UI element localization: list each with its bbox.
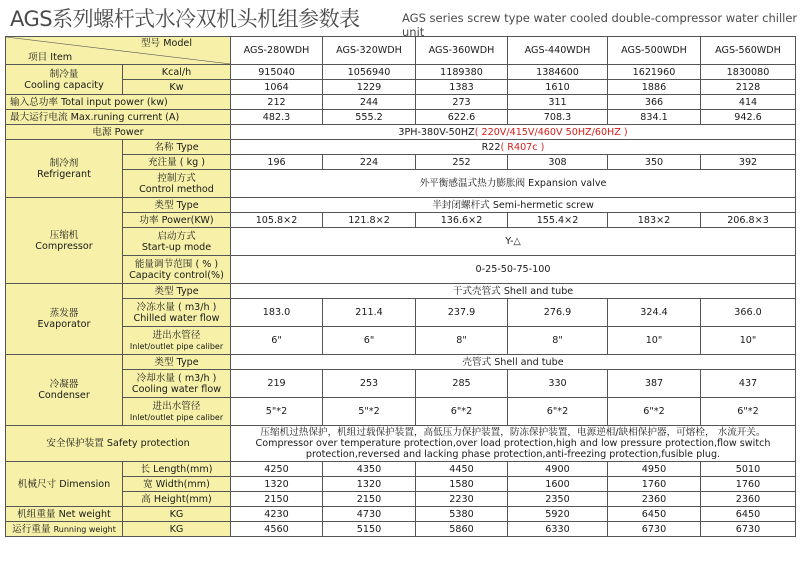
table-cell: 4450 bbox=[416, 462, 508, 477]
refrigerant-label: 制冷剂 Refrigerant bbox=[6, 140, 123, 198]
table-row bbox=[6, 65, 796, 80]
cooling-flow-label: 冷却水量 ( m3/h ) Cooling water flow bbox=[123, 370, 231, 398]
evaporator-pipe-label: 进出水管径 Inlet/outlet pipe caliber bbox=[123, 327, 231, 355]
table-cell: 4560 bbox=[231, 522, 323, 537]
table-cell: 622.6 bbox=[416, 110, 508, 125]
capacity-control-label: 能量调节范围 ( % ) Capacity control(%) bbox=[123, 256, 231, 284]
table-cell: 5920 bbox=[508, 507, 608, 522]
table-row bbox=[6, 398, 796, 426]
table-cell: 8" bbox=[508, 327, 608, 355]
table-row bbox=[6, 110, 796, 125]
table-cell: 1886 bbox=[608, 80, 701, 95]
table-cell: 276.9 bbox=[508, 299, 608, 327]
table-row bbox=[6, 125, 796, 140]
control-method-label: 控制方式 Control method bbox=[123, 170, 231, 198]
table-cell: 4230 bbox=[231, 507, 323, 522]
table-cell: 285 bbox=[416, 370, 508, 398]
table-cell: 6450 bbox=[608, 507, 701, 522]
evaporator-label: 蒸发器 Evaporator bbox=[6, 284, 123, 355]
table-cell: 237.9 bbox=[416, 299, 508, 327]
table-cell: 155.4×2 bbox=[508, 213, 608, 228]
power-value: 3PH-380V-50HZ( 220V/415V/460V 50HZ/60HZ ) bbox=[231, 125, 796, 140]
length-label: 长 Length(mm) bbox=[123, 462, 231, 477]
cooling-label: 制冷量 Cooling capacity bbox=[6, 65, 123, 95]
table-row bbox=[6, 80, 796, 95]
table-cell: 324.4 bbox=[608, 299, 701, 327]
table-row bbox=[6, 140, 796, 155]
table-cell: 414 bbox=[701, 95, 796, 110]
table-row bbox=[6, 198, 796, 213]
table-cell: 6" bbox=[231, 327, 323, 355]
table-cell: 482.3 bbox=[231, 110, 323, 125]
table-row bbox=[6, 170, 796, 198]
condenser-type-label: 类型 Type bbox=[123, 355, 231, 370]
table-cell: 311 bbox=[508, 95, 608, 110]
evaporator-type-value: 干式壳管式 Shell and tube bbox=[231, 284, 796, 299]
table-cell: 942.6 bbox=[701, 110, 796, 125]
table-cell: 5"*2 bbox=[231, 398, 323, 426]
table-row bbox=[6, 507, 796, 522]
table-cell: 1229 bbox=[323, 80, 416, 95]
page-subtitle: AGS series screw type water cooled double-compressor water chiller unit bbox=[402, 11, 798, 39]
compressor-type-label: 类型 Type bbox=[123, 198, 231, 213]
table-cell: 1600 bbox=[508, 477, 608, 492]
condenser-type-value: 壳管式 Shell and tube bbox=[231, 355, 796, 370]
table-cell: 10" bbox=[608, 327, 701, 355]
table-cell: 392 bbox=[701, 155, 796, 170]
table-cell: 1580 bbox=[416, 477, 508, 492]
model-cell: AGS-440WDH bbox=[508, 37, 608, 65]
table-row bbox=[6, 492, 796, 507]
header-row bbox=[6, 37, 796, 65]
table-row bbox=[6, 228, 796, 256]
table-cell: 1621960 bbox=[608, 65, 701, 80]
table-row bbox=[6, 327, 796, 355]
table-cell: 366.0 bbox=[701, 299, 796, 327]
condenser-label: 冷凝器 Condenser bbox=[6, 355, 123, 426]
table-cell: 10" bbox=[701, 327, 796, 355]
charge-label: 充注量 ( kg ) bbox=[123, 155, 231, 170]
table-cell: 252 bbox=[416, 155, 508, 170]
height-label: 高 Height(mm) bbox=[123, 492, 231, 507]
table-cell: 1830080 bbox=[701, 65, 796, 80]
compressor-type-value: 半封闭螺杆式 Semi-hermetic screw bbox=[231, 198, 796, 213]
condenser-pipe-label: 进出水管径 Inlet/outlet pipe caliber bbox=[123, 398, 231, 426]
table-cell: 6330 bbox=[508, 522, 608, 537]
model-cell: AGS-320WDH bbox=[323, 37, 416, 65]
table-cell: 2150 bbox=[231, 492, 323, 507]
dimension-label: 机械尺寸 Dimension bbox=[6, 462, 123, 507]
table-row bbox=[6, 155, 796, 170]
table-cell: 6"*2 bbox=[608, 398, 701, 426]
table-cell: 915040 bbox=[231, 65, 323, 80]
table-cell: 5860 bbox=[416, 522, 508, 537]
table-cell: 183×2 bbox=[608, 213, 701, 228]
spec-table bbox=[5, 36, 796, 537]
table-row bbox=[6, 477, 796, 492]
net-weight-unit: KG bbox=[123, 507, 231, 522]
table-cell: 834.1 bbox=[608, 110, 701, 125]
table-cell: 6"*2 bbox=[701, 398, 796, 426]
table-cell: 6450 bbox=[701, 507, 796, 522]
table-cell: 366 bbox=[608, 95, 701, 110]
start-mode-value: Y-△ bbox=[231, 228, 796, 256]
table-cell: 330 bbox=[508, 370, 608, 398]
table-cell: 6"*2 bbox=[416, 398, 508, 426]
table-row bbox=[6, 213, 796, 228]
table-cell: 2360 bbox=[608, 492, 701, 507]
table-cell: 708.3 bbox=[508, 110, 608, 125]
table-cell: 105.8×2 bbox=[231, 213, 323, 228]
net-weight-label: 机组重量 Net weight bbox=[6, 507, 123, 522]
table-row bbox=[6, 256, 796, 284]
table-row bbox=[6, 370, 796, 398]
model-cell: AGS-280WDH bbox=[231, 37, 323, 65]
table-cell: 1064 bbox=[231, 80, 323, 95]
running-weight-label: 运行重量 Running weight bbox=[6, 522, 123, 537]
table-cell: 437 bbox=[701, 370, 796, 398]
table-cell: 1760 bbox=[701, 477, 796, 492]
table-row bbox=[6, 522, 796, 537]
table-cell: 350 bbox=[608, 155, 701, 170]
table-cell: 1320 bbox=[323, 477, 416, 492]
table-cell: 1320 bbox=[231, 477, 323, 492]
table-cell: 211.4 bbox=[323, 299, 416, 327]
table-cell: 2360 bbox=[701, 492, 796, 507]
table-cell: 219 bbox=[231, 370, 323, 398]
compressor-label: 压缩机 Compressor bbox=[6, 198, 123, 284]
model-label: 型号 Model bbox=[140, 38, 192, 49]
table-cell: 387 bbox=[608, 370, 701, 398]
kw-unit: Kw bbox=[123, 80, 231, 95]
safety-value: 压缩机过热保护，机组过载保护装置，高低压力保护装置，防冻保护装置，电源逆相/缺相保护器，可熔栓， 水流开关。 Compressor over temperature protection,over load protection,high and low pressure protection,flow switch protection,reversed and lacking phase protection,anti-freezing protection,fusible plug. bbox=[231, 426, 796, 462]
table-cell: 4950 bbox=[608, 462, 701, 477]
table-cell: 273 bbox=[416, 95, 508, 110]
table-cell: 4250 bbox=[231, 462, 323, 477]
table-cell: 5010 bbox=[701, 462, 796, 477]
table-cell: 2230 bbox=[416, 492, 508, 507]
evaporator-type-label: 类型 Type bbox=[123, 284, 231, 299]
table-row bbox=[6, 426, 796, 462]
table-cell: 2350 bbox=[508, 492, 608, 507]
table-cell: 5150 bbox=[323, 522, 416, 537]
table-cell: 244 bbox=[323, 95, 416, 110]
table-cell: 253 bbox=[323, 370, 416, 398]
table-row bbox=[6, 95, 796, 110]
width-label: 宽 Width(mm) bbox=[123, 477, 231, 492]
table-cell: 1056940 bbox=[323, 65, 416, 80]
table-cell: 4730 bbox=[323, 507, 416, 522]
table-row bbox=[6, 299, 796, 327]
refrigerant-type-label: 名称 Type bbox=[123, 140, 231, 155]
table-cell: 4350 bbox=[323, 462, 416, 477]
table-cell: 6730 bbox=[701, 522, 796, 537]
table-cell: 308 bbox=[508, 155, 608, 170]
capacity-control-value: 0-25-50-75-100 bbox=[231, 256, 796, 284]
table-cell: 5"*2 bbox=[323, 398, 416, 426]
table-cell: 1189380 bbox=[416, 65, 508, 80]
table-cell: 136.6×2 bbox=[416, 213, 508, 228]
start-mode-label: 启动方式 Start-up mode bbox=[123, 228, 231, 256]
max-current-label: 最大运行电流 Max.runing current (A) bbox=[6, 110, 231, 125]
table-cell: 6" bbox=[323, 327, 416, 355]
page-title: AGS系列螺杆式水冷双机头机组参数表 bbox=[10, 7, 360, 31]
table-cell: 206.8×3 bbox=[701, 213, 796, 228]
model-cell: AGS-560WDH bbox=[701, 37, 796, 65]
table-cell: 121.8×2 bbox=[323, 213, 416, 228]
item-label: 项目 Item bbox=[28, 52, 73, 63]
model-cell: AGS-360WDH bbox=[416, 37, 508, 65]
table-cell: 212 bbox=[231, 95, 323, 110]
table-cell: 1383 bbox=[416, 80, 508, 95]
input-power-label: 输入总功率 Total input power (kw) bbox=[6, 95, 231, 110]
table-cell: 5380 bbox=[416, 507, 508, 522]
table-cell: 224 bbox=[323, 155, 416, 170]
table-cell: 6730 bbox=[608, 522, 701, 537]
table-row bbox=[6, 355, 796, 370]
table-cell: 1760 bbox=[608, 477, 701, 492]
running-weight-unit: KG bbox=[123, 522, 231, 537]
table-row bbox=[6, 284, 796, 299]
table-cell: 196 bbox=[231, 155, 323, 170]
table-cell: 555.2 bbox=[323, 110, 416, 125]
table-cell: 183.0 bbox=[231, 299, 323, 327]
safety-label: 安全保护装置 Safety protection bbox=[6, 426, 231, 462]
table-cell: 8" bbox=[416, 327, 508, 355]
table-cell: 1610 bbox=[508, 80, 608, 95]
refrigerant-type-value: R22( R407c ) bbox=[231, 140, 796, 155]
kcal-unit: Kcal/h bbox=[123, 65, 231, 80]
chilled-flow-label: 冷冻水量 ( m3/h ) Chilled water flow bbox=[123, 299, 231, 327]
title-bar bbox=[0, 0, 800, 39]
table-cell: 6"*2 bbox=[508, 398, 608, 426]
compressor-power-label: 功率 Power(KW) bbox=[123, 213, 231, 228]
header-corner bbox=[6, 37, 231, 65]
control-method-value: 外平衡感温式热力膨胀阀 Expansion valve bbox=[231, 170, 796, 198]
table-cell: 1384600 bbox=[508, 65, 608, 80]
table-cell: 2128 bbox=[701, 80, 796, 95]
power-label: 电源 Power bbox=[6, 125, 231, 140]
table-row bbox=[6, 462, 796, 477]
table-cell: 2150 bbox=[323, 492, 416, 507]
model-cell: AGS-500WDH bbox=[608, 37, 701, 65]
table-cell: 4900 bbox=[508, 462, 608, 477]
